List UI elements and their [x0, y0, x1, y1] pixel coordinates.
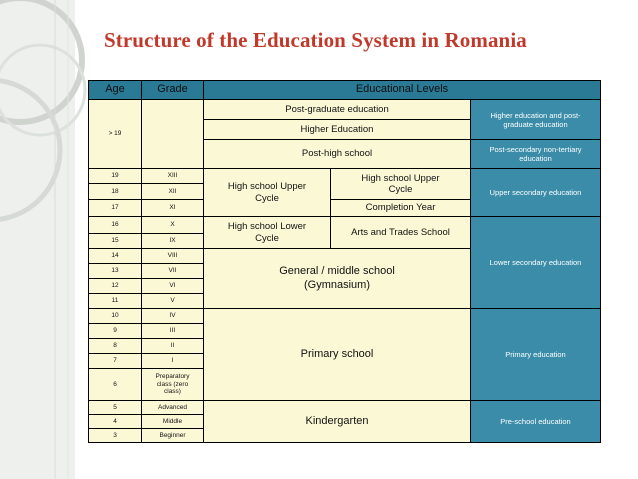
level-arts-trades: Arts and Trades School: [331, 217, 470, 248]
level-primary-school: Primary school: [204, 309, 470, 400]
grade-cell: VI: [142, 279, 203, 293]
header-levels: Educational Levels: [204, 81, 600, 99]
isced-lower-secondary: Lower secondary education: [471, 217, 600, 308]
age-cell: 12: [89, 279, 141, 293]
age-cell: 5: [89, 401, 141, 414]
age-cell: 18: [89, 184, 141, 199]
isced-higher: Higher education and post-graduate education: [471, 100, 600, 139]
level-higher-education: Higher Education: [204, 120, 470, 139]
level-post-high-school: Post-high school: [204, 140, 470, 168]
grade-cell: V: [142, 294, 203, 308]
grade-cell: Middle: [142, 415, 203, 428]
age-cell: 8: [89, 339, 141, 353]
grade-cell: Preparatory class (zero class): [142, 369, 203, 400]
grade-cell: IX: [142, 234, 203, 248]
level-general-middle-school: General / middle school (Gymnasium): [204, 249, 470, 308]
age-cell: 3: [89, 429, 141, 442]
grade-cell: XI: [142, 200, 203, 216]
level-high-school-upper-b: High school Upper Cycle: [331, 169, 470, 199]
age-cell: 4: [89, 415, 141, 428]
header-grade: Grade: [142, 81, 203, 99]
grade-cell: VII: [142, 264, 203, 278]
grade-cell: II: [142, 339, 203, 353]
age-cell: 19: [89, 169, 141, 183]
age-cell: 9: [89, 324, 141, 338]
grade-cell: XII: [142, 184, 203, 199]
level-postgraduate: Post-graduate education: [204, 100, 470, 119]
age-cell: 15: [89, 234, 141, 248]
isced-upper-secondary: Upper secondary education: [471, 169, 600, 216]
page-title: Structure of the Education System in Romania: [104, 28, 527, 52]
grade-cell: XIII: [142, 169, 203, 183]
grade-cell: I: [142, 354, 203, 368]
age-cell: 13: [89, 264, 141, 278]
grade-cell: III: [142, 324, 203, 338]
grade-cell: Beginner: [142, 429, 203, 442]
age-cell: 11: [89, 294, 141, 308]
age-cell: 10: [89, 309, 141, 323]
age-cell: 16: [89, 217, 141, 233]
age-cell: 7: [89, 354, 141, 368]
isced-pre-school: Pre-school education: [471, 401, 600, 442]
isced-primary: Primary education: [471, 309, 600, 400]
age-cell: 6: [89, 369, 141, 400]
isced-post-secondary: Post-secondary non-tertiary education: [471, 140, 600, 168]
grade-cell: Advanced: [142, 401, 203, 414]
age-cell: 14: [89, 249, 141, 263]
level-high-school-upper-a: High school Upper Cycle: [204, 169, 330, 216]
education-table: [88, 80, 601, 443]
header-age: Age: [89, 81, 141, 99]
grade-cell: [142, 100, 203, 168]
level-kindergarten: Kindergarten: [204, 401, 470, 442]
age-cell: > 19: [89, 100, 141, 168]
level-completion-year: Completion Year: [331, 200, 470, 216]
grade-cell: VIII: [142, 249, 203, 263]
grade-cell: X: [142, 217, 203, 233]
grade-cell: IV: [142, 309, 203, 323]
level-high-school-lower: High school Lower Cycle: [204, 217, 330, 248]
age-cell: 17: [89, 200, 141, 216]
